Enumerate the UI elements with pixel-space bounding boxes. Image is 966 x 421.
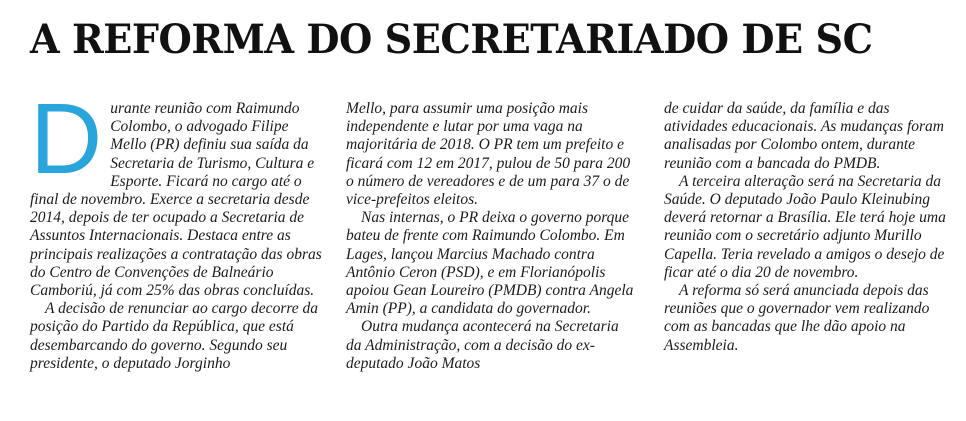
- article-column-2: [346, 100, 638, 373]
- article-column-1: [30, 83, 322, 373]
- paragraph-5: A terceira alteração será na Secretaria da Saúde. O deputado João Paulo Kleinubing deverá retornar a Brasília. Ele terá hoje uma reunião com o secretário adjunto Murillo Capella. Teria revelado a amigos o desejo de ficar até o dia 20 de novembro.: [664, 172, 946, 281]
- drop-cap: D: [30, 83, 103, 195]
- headline: A REFORMA DO SECRETARIADO DE SC: [30, 16, 873, 63]
- paragraph-1: [30, 83, 322, 300]
- article-column-3: [664, 100, 956, 355]
- paragraph-2-continued: Mello, para assumir uma posição mais independente e lutar por uma vaga na majoritária de 2018. O PR tem um prefeito e ficará com 12 em 2017, pulou de 50 para 200 o número de vereadores e de um para 37 o de vice-prefeitos eleitos.: [346, 100, 631, 209]
- paragraph-6: A reforma só será anunciada depois das reuniões que o governador vem realizando com as bancadas que lhe dão apoio na Assembleia.: [664, 282, 930, 354]
- paragraph-2-start: A decisão de renunciar ao cargo decorre da posição do Partido da República, que está desembarcando do governo. Segundo seu presidente, o deputado Jorginho: [30, 300, 319, 372]
- paragraph-3: Nas internas, o PR deixa o governo porque bateu de frente com Raimundo Colombo. Em Lages, lançou Marcius Machado contra Antônio Ceron (PSD), e em Florianópolis apoiou Gean Loureiro (PMDB) contra Angela Amin (PP), a candidata do governador.: [346, 209, 634, 318]
- paragraph-1-text: urante reunião com Raimundo Colombo, o advogado Filipe Mello (PR) definiu sua saída da Secretaria de Turismo, Cultura e Esporte. Ficará no cargo até o final de novembro. Exerce a secretaria desde 2014, depois de ter ocupado a Secretaria de Assuntos Internacionais. Destaca entre as principais realizações a contratação das obras do Centro de Convenções de Balneário Camboriú, já com 25% das obras concluídas.: [30, 100, 322, 300]
- paragraph-4-start: Outra mudança acontecerá na Secretaria da Administração, com a decisão do ex-deputado João Matos: [346, 318, 619, 372]
- paragraph-4-continued: de cuidar da saúde, da família e das atividades educacionais. As mudanças foram analisadas por Colombo ontem, durante reunião com a bancada do PMDB.: [664, 100, 944, 172]
